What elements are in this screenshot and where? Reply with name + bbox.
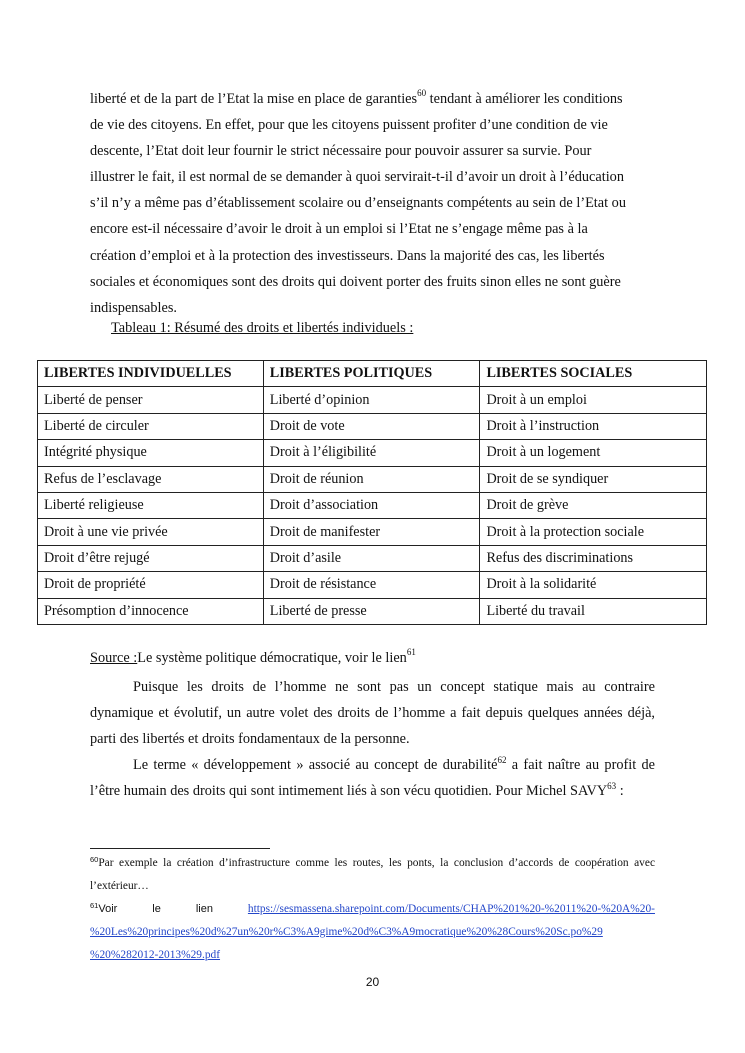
paragraph-line: encore est-il nécessaire d’avoir le droit à un emploi si l’Etat ne s’engage même pas à la bbox=[90, 221, 588, 238]
table-cell: Liberté d’opinion bbox=[263, 387, 480, 413]
table-cell: Liberté de penser bbox=[38, 387, 264, 413]
table-row bbox=[38, 387, 707, 413]
footnote-word: lien bbox=[195, 902, 213, 915]
table-row bbox=[38, 545, 707, 571]
table-cell: Refus des discriminations bbox=[480, 545, 707, 571]
table-cell: Liberté du travail bbox=[480, 598, 707, 624]
table-cell: Droit de grève bbox=[480, 492, 707, 518]
column-header: LIBERTES POLITIQUES bbox=[263, 361, 480, 387]
table-caption: Tableau 1: Résumé des droits et libertés individuels : bbox=[111, 320, 414, 336]
table-cell: Droit à la protection sociale bbox=[480, 519, 707, 545]
footnote-ref-61[interactable]: 61 bbox=[406, 647, 416, 658]
footnote-link-line bbox=[90, 921, 655, 943]
table-row bbox=[38, 598, 707, 624]
table-header-row bbox=[38, 361, 707, 387]
table-cell: Droit de manifester bbox=[263, 519, 480, 545]
table-cell: Droit de propriété bbox=[38, 572, 264, 598]
paragraph-line: liberté et de la part de l’Etat la mise en place de garanties$^{60}$ tendant à améliorer les conditions bbox=[90, 88, 623, 107]
table-row bbox=[38, 413, 707, 439]
table-cell: Droit à l’instruction bbox=[480, 413, 707, 439]
table-row bbox=[38, 519, 707, 545]
paragraph-line: sociales et économiques sont des droits qui doivent porter des fruits sinon elles ne sont guère bbox=[90, 273, 621, 290]
table-cell: Liberté de presse bbox=[263, 598, 480, 624]
table-cell: Droit à un logement bbox=[480, 440, 707, 466]
footnote-ref-63[interactable]: 63 bbox=[607, 780, 617, 791]
table-cell: Refus de l’esclavage bbox=[38, 466, 264, 492]
paragraph-line: s’il n’y a même pas d’établissement scolaire ou d’enseignants compétents au sein de l’Etat ou bbox=[90, 195, 626, 212]
paragraph-dynamic-rights: Puisque les droits de l’homme ne sont pas un concept statique mais au contraire dynamique et évolutif, un autre volet des droits de l’homme a fait depuis quelques années déjà, parti des libertés et droits fondamentaux de la personne. bbox=[90, 679, 655, 748]
table-cell: Droit d’asile bbox=[263, 545, 480, 571]
table-cell: Droit d’association bbox=[263, 492, 480, 518]
column-header: LIBERTES INDIVIDUELLES bbox=[38, 361, 264, 387]
table-row bbox=[38, 492, 707, 518]
footnote-60 bbox=[90, 852, 655, 898]
table-cell: Droit à un emploi bbox=[480, 387, 707, 413]
table-cell: Droit à une vie privée bbox=[38, 519, 264, 545]
table-cell: Liberté religieuse bbox=[38, 492, 264, 518]
paragraph-rights-intro bbox=[90, 86, 655, 321]
paragraph-development: Le terme « développement » associé au concept de durabilité$^{62}$ a fait naître au profit de l’être humain des droits qui sont intimement liés à son vécu quotidien. Pour Michel SAVY$^{63}$ : bbox=[90, 754, 655, 800]
footnote-word: le bbox=[152, 902, 161, 915]
table-cell: Droit de résistance bbox=[263, 572, 480, 598]
table-body bbox=[38, 387, 707, 625]
paragraph-line: descente, l’Etat doit leur fournir le strict nécessaire pour pouvoir assurer sa survie. Pour bbox=[90, 143, 592, 160]
paragraph-line: illustrer le fait, il est normal de se demander à quoi servirait-t-il d’avoir un droit à l’éducation bbox=[90, 169, 624, 186]
paragraph-line: de vie des citoyens. En effet, pour que les citoyens puissent profiter d’une condition de vie bbox=[90, 117, 608, 134]
table-cell: Droit d’être rejugé bbox=[38, 545, 264, 571]
footnote-link[interactable]: %20%282012-2013%29.pdf bbox=[90, 948, 221, 961]
table-cell: Intégrité physique bbox=[38, 440, 264, 466]
footnote-number: 61 bbox=[90, 900, 99, 910]
footnote-link-line bbox=[90, 944, 655, 966]
footnote-61 bbox=[90, 898, 655, 921]
table-cell: Droit de se syndiquer bbox=[480, 466, 707, 492]
footnote-link[interactable]: %20Les%20principes%20d%27un%20r%C3%A9gime%20d%C3%A9mocratique%20%28Cours%20Sc.po%29 bbox=[90, 926, 603, 939]
source-label: Source : bbox=[90, 650, 138, 666]
table-cell: Droit à l’éligibilité bbox=[263, 440, 480, 466]
footnote-word: Voir bbox=[98, 902, 118, 915]
rights-table bbox=[37, 360, 707, 625]
footnote-text: Par exemple la création d’infrastructure comme les routes, les ponts, la conclusion d’accords de coopération avec l’extérieur… bbox=[90, 857, 655, 893]
table-cell: Droit de vote bbox=[263, 413, 480, 439]
footnote-number: 60 bbox=[90, 855, 99, 864]
table-cell: Droit à la solidarité bbox=[480, 572, 707, 598]
footnotes bbox=[90, 852, 655, 966]
source-text: Le système politique démocratique, voir le lien bbox=[137, 650, 407, 666]
column-header: LIBERTES SOCIALES bbox=[480, 361, 707, 387]
footnote-ref-60[interactable]: 60 bbox=[417, 88, 427, 99]
table-cell: Droit de réunion bbox=[263, 466, 480, 492]
footnote-ref-62[interactable]: 62 bbox=[497, 754, 507, 765]
table-row bbox=[38, 440, 707, 466]
paragraph-line: création d’emploi et à la protection des investisseurs. Dans la majorité des cas, les libertés bbox=[90, 247, 605, 264]
paragraph-block bbox=[90, 674, 655, 804]
table-cell: Liberté de circuler bbox=[38, 413, 264, 439]
table-row bbox=[38, 466, 707, 492]
footnote-link[interactable]: https://sesmassena.sharepoint.com/Documents/CHAP%201%20-%2011%20-%20A%20- bbox=[247, 902, 655, 915]
paragraph-line: indispensables. bbox=[90, 299, 177, 316]
page-number: 20 bbox=[365, 975, 380, 989]
footnote-separator bbox=[90, 848, 270, 849]
table-cell: Présomption d’innocence bbox=[38, 598, 264, 624]
table-row bbox=[38, 572, 707, 598]
table-source bbox=[90, 647, 416, 667]
